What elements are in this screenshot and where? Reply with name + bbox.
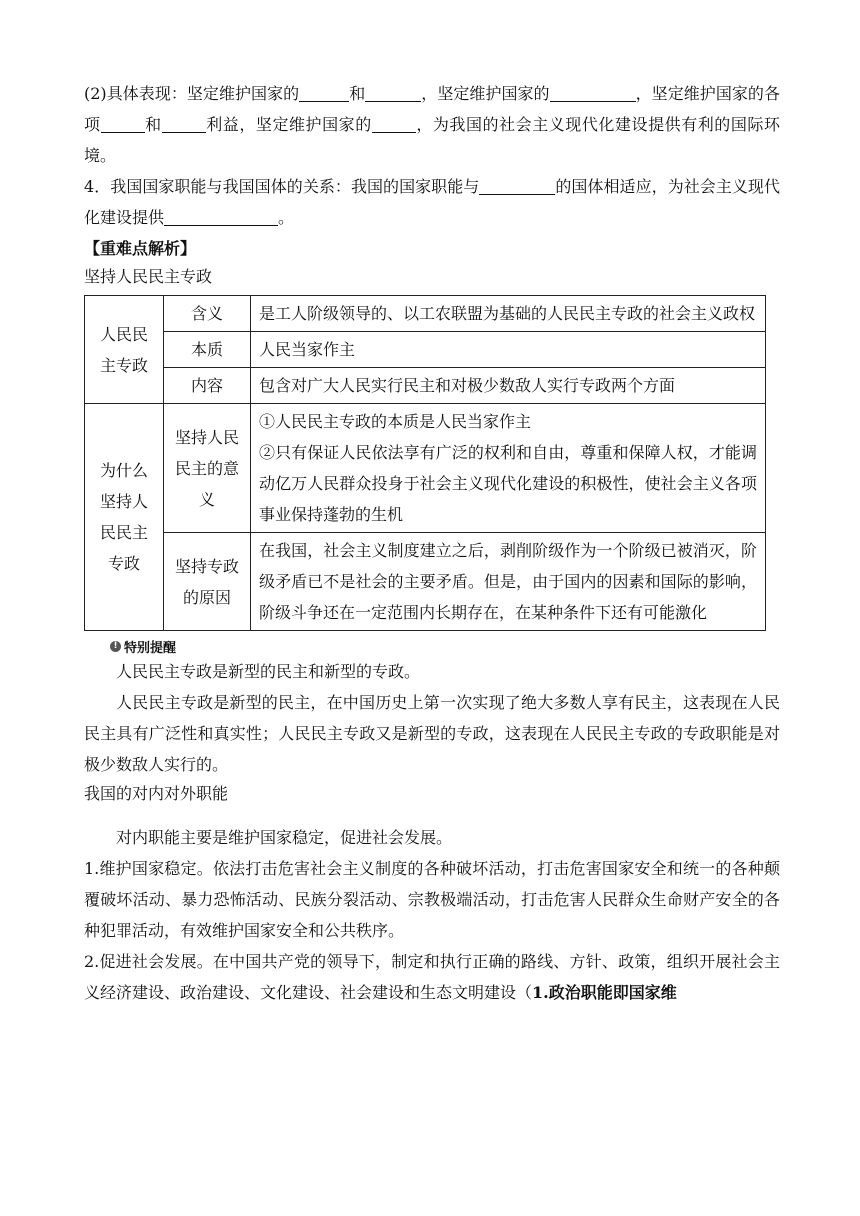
fill-blank[interactable] [479,176,555,195]
content-cell: 人民当家作主 [251,332,766,368]
fill-blank[interactable] [372,114,416,133]
content-cell: 是工人阶级领导的、以工农联盟为基础的人民民主专政的社会主义政权 [251,296,766,332]
content-cell [251,404,766,533]
text: 义现代化建设提供 [84,177,780,227]
text: 和 [349,84,366,103]
fill-blank[interactable] [164,207,278,226]
table-row [85,368,766,404]
fill-blank[interactable] [365,83,421,102]
table-row [85,533,766,631]
content-line: ②只有保证人民依法享有广泛的权利和自由，尊重和保障人权，才能调动亿万人民群众投身于社会主义现代化建设的积极性，使社会主义各项事业保持蓬勃的生机 [259,443,757,524]
table-row [85,332,766,368]
label-cell: 坚持人民民主的意义 [164,404,251,533]
spacer [84,808,780,822]
reminder-paragraph: 人民民主专政是新型的民主和新型的专政。 [116,662,421,681]
text: (2)具体表现：坚定维护国家的 [84,84,300,103]
text: 利益，坚定维护国家的 [205,115,372,134]
document-page [84,78,780,1008]
label-cell: 本质 [164,332,251,368]
group-cell: 为什么坚持人民民主专政 [85,404,164,631]
analysis-heading: 【重难点解析】 [84,239,197,258]
fill-blank[interactable] [550,83,636,102]
content-cell: 包含对广大人民实行民主和对极少数敌人实行专政两个方面 [251,368,766,404]
text: 2.促进社会发展。在中国共产党的领导下，制定和执行正确的路线、方针、政策，组织开展社会主义经济建设、政治建设、文化建设、社会建设和生态文明建设（ [84,952,780,1002]
text: ，坚定维护国 [635,84,732,103]
table-title: 坚持人民民主专政 [84,267,213,286]
content-line: ①人民民主专政的本质是人民当家作主 [259,412,532,431]
text: ，为我国的社会主义现代化建设提供 [415,115,682,134]
functions-item-1: 1.维护国家稳定。依法打击危害社会主义制度的各种破坏活动，打击危害国家安全和统一的各种颠覆破坏活动、暴力恐怖活动、民族分裂活动、宗教极端活动，打击危害人民群众生命财产安全的各种犯罪活动，有效维护国家安全和公共秩序。 [84,859,780,940]
fill-blank[interactable] [101,114,145,133]
table-row [85,404,766,533]
bold-text: 1.政治职能即国家维 [532,983,677,1002]
text: 的国体相适应，为社会主 [555,177,732,196]
special-reminder [110,637,780,656]
reminder-label: 特别提醒 [124,641,177,656]
text: 有利的国际环境。 [84,115,780,165]
fill-blank[interactable] [299,83,349,102]
text: ，坚定维护国家的 [421,84,550,103]
functions-item-2 [84,946,780,1008]
analysis-table [84,295,766,631]
label-cell: 内容 [164,368,251,404]
table-row [85,296,766,332]
label-cell: 坚持专政的原因 [164,533,251,631]
reminder-paragraph: 人民民主专政是新型的民主，在中国历史上第一次实现了绝大多数人享有民主，这表现在人民民主具有广泛性和真实性；人民民主专政又是新型的专政，这表现在人民民主专政的专政职能是对极少数敌人实行的。 [84,693,780,774]
group-cell: 人民民主专政 [85,296,164,404]
text: 家的各项 [84,84,780,134]
text: 4．我国国家职能与我国国体的关系：我国的国家职能与 [84,177,480,196]
text: 和 [144,115,162,134]
fill-blank[interactable] [162,114,206,133]
content-cell: 在我国，社会主义制度建立之后，剥削阶级作为一个阶级已被消灭，阶级矛盾已不是社会的主要矛盾。但是，由于国内的因素和国际的影响，阶级斗争还在一定范围内长期存在，在某种条件下还有可能激化 [251,533,766,631]
text: 。 [278,208,295,227]
functions-title: 我国的对内对外职能 [84,784,229,803]
section-2-paragraph [84,78,780,171]
section-4-paragraph [84,171,780,233]
label-cell: 含义 [164,296,251,332]
exclamation-icon: ! [110,641,121,652]
functions-intro: 对内职能主要是维护国家稳定，促进社会发展。 [116,828,453,847]
